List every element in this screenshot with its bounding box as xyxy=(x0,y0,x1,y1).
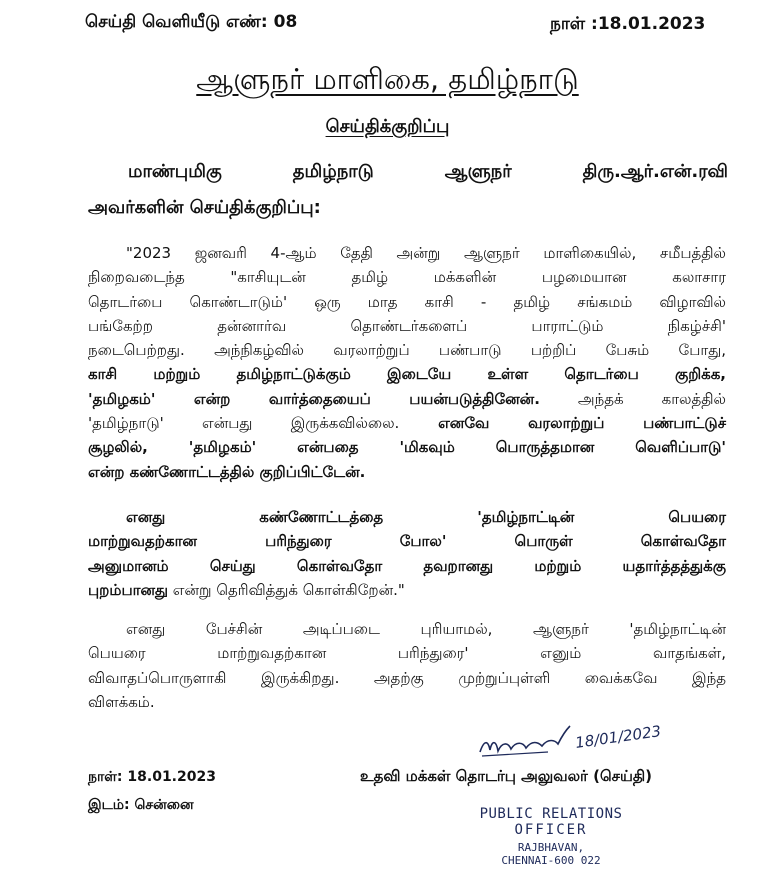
stamp-line: CHENNAI-600 022 xyxy=(501,854,601,867)
organization-title: ஆளுநர் மாளிகை, தமிழ்நாடு xyxy=(196,62,579,96)
paragraph-line: என்ற கண்ணோட்டத்தில் குறிப்பிட்டேன். xyxy=(88,462,366,481)
paragraph-line: சூழலில், 'தமிழகம்' என்பதை 'மிகவும் பொருத்தமான வெளிப்பாடு' xyxy=(88,438,726,457)
release-number: செய்தி வெளியீடு எண்: 08 xyxy=(85,12,298,32)
plain-phrase: 'தமிழ்நாடு' என்பது இருக்கவில்லை. xyxy=(88,414,400,433)
paragraph-line: பங்கேற்ற தன்னார்வ தொண்டர்களைப் பாராட்டும் நிகழ்ச்சி' xyxy=(88,316,726,335)
paragraph-line: நிறைவடைந்த "காசியுடன் தமிழ் மக்களின் பழமையான கலாசார xyxy=(88,268,726,287)
paragraph-line: எனது பேச்சின் அடிப்படை புரியாமல், ஆளுநர் 'தமிழ்நாட்டின் xyxy=(126,620,726,638)
paragraph-line: மாற்றுவதற்கான பரிந்துரை போல' பொருள் கொள்வதோ xyxy=(88,532,726,551)
subheading-line-1: மாண்புமிகு தமிழ்நாடு ஆளுநர் திரு.ஆர்.என்.ரவி xyxy=(128,161,728,182)
bold-phrase: புறம்பானது xyxy=(88,580,168,599)
document-heading: செய்திக்குறிப்பு xyxy=(325,116,450,137)
official-stamp xyxy=(466,806,636,867)
paragraph-line: நடைபெற்றது. அந்நிகழ்வில் வரலாற்றுப் பண்பாடு பற்றிப் பேசும் போது, xyxy=(88,341,726,360)
paragraph-line xyxy=(88,578,726,602)
paragraph-2 xyxy=(88,505,726,602)
stamp-line: RAJBHAVAN, xyxy=(517,841,585,854)
paragraph-line: பெயரை மாற்றுவதற்கான பரிந்துரை' எனும் வாதங்கள், xyxy=(88,644,726,663)
footer-place: இடம்: சென்னை xyxy=(88,797,194,813)
paragraph-line: காசி மற்றும் தமிழ்நாட்டுக்கும் இடையே உள்ள தொடர்பை குறிக்க, xyxy=(88,365,726,384)
paragraph-line: விளக்கம். xyxy=(88,692,155,711)
signature-date: 18/01/2023 xyxy=(574,722,663,752)
paragraph-line xyxy=(88,411,726,435)
signature-icon xyxy=(478,716,668,760)
plain-phrase: என்று தெரிவித்துக் கொள்கிறேன்." xyxy=(168,580,405,599)
paragraph-1 xyxy=(88,241,726,484)
plain-phrase: அந்தக் காலத்தில் xyxy=(539,389,726,408)
bold-phrase: 'தமிழகம்' என்ற வார்த்தையைப் பயன்படுத்தினேன். xyxy=(88,389,540,408)
paragraph-line xyxy=(88,387,726,411)
paragraph-line: "2023 ஜனவரி 4-ஆம் தேதி அன்று ஆளுநர் மாளிகையில், சமீபத்தில் xyxy=(126,244,726,262)
paragraph-line: தொடர்பை கொண்டாடும்' ஒரு மாத காசி - தமிழ் சங்கமம் விழாவில் xyxy=(88,292,726,311)
bold-phrase: எனவே வரலாற்றுப் பண்பாட்டுச் xyxy=(399,414,726,433)
subheading-line-2: அவர்களின் செய்திக்குறிப்பு: xyxy=(88,197,321,218)
paragraph-line: விவாதப்பொருளாகி இருக்கிறது. அதற்கு முற்றுப்புள்ளி வைக்கவே இந்த xyxy=(88,668,726,687)
release-date: நாள் :18.01.2023 xyxy=(550,14,706,34)
footer-date: நாள்: 18.01.2023 xyxy=(88,769,216,785)
stamp-line: PUBLIC RELATIONS xyxy=(479,806,623,822)
officer-designation: உதவி மக்கள் தொடர்பு அலுவலர் (செய்தி) xyxy=(360,767,652,785)
paragraph-line: எனது கண்ணோட்டத்தை 'தமிழ்நாட்டின் பெயரை xyxy=(126,508,726,526)
paragraph-line: அனுமானம் செய்து கொள்வதோ தவறானது மற்றும் யதார்த்தத்துக்கு xyxy=(88,556,726,575)
paragraph-3 xyxy=(88,617,726,714)
stamp-line: OFFICER xyxy=(514,822,588,838)
